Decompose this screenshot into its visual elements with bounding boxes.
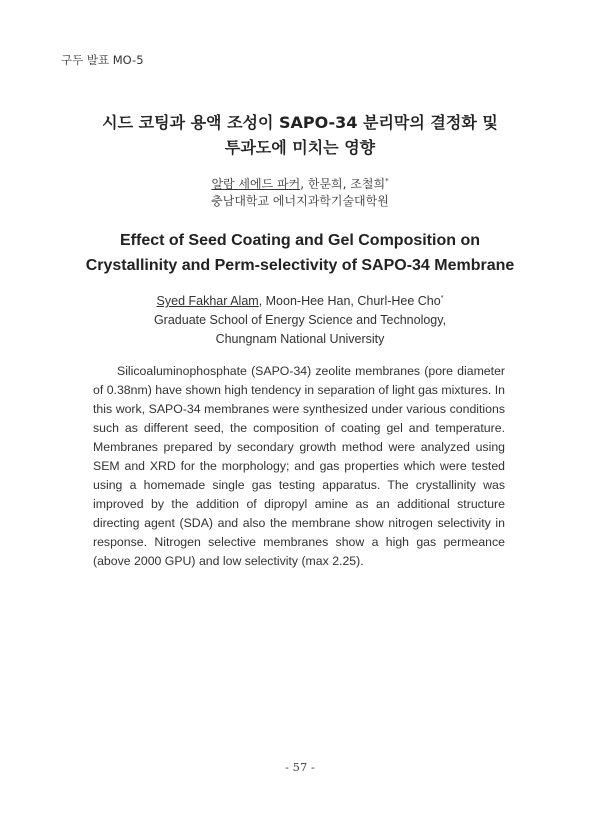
korean-authors: [0, 174, 600, 194]
english-first-author: Syed Fakhar Alam: [156, 294, 259, 308]
korean-second-author: 한문희: [307, 177, 343, 191]
korean-affiliation: 충남대학교 에너지과학기술대학원: [211, 194, 389, 208]
english-authors: [0, 292, 600, 311]
english-affiliation: [0, 311, 600, 348]
korean-author-separator: ,: [300, 177, 308, 191]
corresponding-mark: *: [385, 177, 389, 185]
korean-title-line-2: 투과도에 미치는 영향: [224, 138, 376, 157]
korean-title-line-1: 시드 코팅과 용액 조성이 SAPO-34 분리막의 결정화 및: [102, 113, 498, 132]
english-other-authors: , Moon-Hee Han, Churl-Hee Cho: [258, 294, 441, 308]
english-affiliation-line-2: Chungnam National University: [215, 331, 385, 346]
english-title-line-1: Effect of Seed Coating and Gel Composition on: [119, 232, 480, 249]
korean-title: [0, 110, 600, 160]
corresponding-mark: *: [440, 294, 444, 302]
english-affiliation-line-1: Graduate School of Energy Science and Technology,: [153, 313, 447, 327]
korean-first-author: 알람 세에드 파커: [211, 177, 301, 191]
page-number: - 57 -: [285, 760, 315, 774]
english-title: [0, 228, 600, 278]
abstract: [93, 362, 505, 571]
session-label: 구두 발표 MO-5: [61, 53, 144, 67]
english-title-line-2: Crystallinity and Perm-selectivity of SAPO-34 Membrane: [85, 257, 515, 274]
korean-author-separator: ,: [342, 177, 351, 191]
korean-third-author: 조철희: [350, 177, 386, 191]
abstract-paragraph: Silicoaluminophosphate (SAPO-34) zeolite membranes (pore diameter of 0.38nm) have shown high tendency in separation of light gas mixtures. In this work, SAPO-34 membranes were synthesized under various conditions such as different seed, the composition of coating gel and temperature. Membranes prepared by secondary growth method were analyzed using SEM and XRD for the morphology; and gas properties which were tested using a homemade single gas testing apparatus. The crystallinity was improved by the addition of dipropyl amine as an additional structure directing agent (SDA) and also the membrane show nitrogen selectivity in response. Nitrogen selective membranes show a high gas permeance (above 2000 GPU) and low selectivity (max 2.25).: [93, 364, 505, 568]
